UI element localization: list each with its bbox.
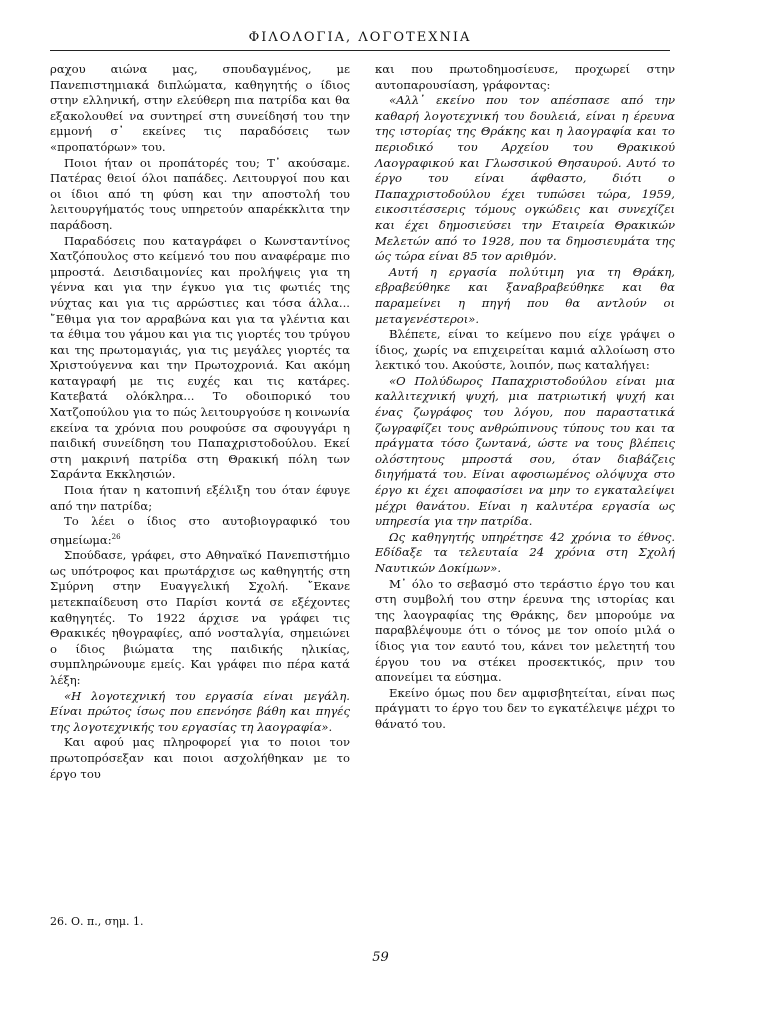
quote-paragraph: «Η λογοτεχνική του εργασία είναι μεγάλη. Είναι πρώτος ίσως που επενόησε βάθη και πηγές της λογοτεχνικής του εργασίας τη λαογραφία». [50,688,350,734]
paragraph: Παραδόσεις που καταγράφει ο Κωνσταντίνος Χατζόπουλος στο κείμενό του που αναφέραμε πιο μπροστά. Δεισιδαιμονίες και προλήψεις για τη γέννα και για την έγκυο για τις φωτιές της νύχτας και για τις αρρώστιες και τόσα άλλα... ῎Εθιμα για τον αρραβώνα και για τα γλέντια και τα έθιμα του γάμου και για τις γιορτές του τρύγου και της πρωτομαγιάς, για τις μεγάλες γιορτές τα Χριστούγεννα και την Πρωτοχρονιά. Και ακόμη καταγραφή με τις ευχές και τις κατάρες. Κατεβατά ολόκληρα... Το οδοιπορικό του Χατζοπούλου για το πώς λειτουργούσε η κοινωνία εκείνα τα χρόνια που ρουφούσε σα σφουγγάρι η παιδική συνείδηση του Παπαχριστοδούλου. Εκεί στη μακρινή πατρίδα στη Θρακική πόλη των Σαράντα Εκκλησιών. [50,233,350,482]
paragraph-text: Το λέει ο ίδιος στο αυτοβιογραφικό του σημείωμα: [50,514,350,547]
footnote-ref: 26 [111,532,121,541]
header-rule [50,50,670,51]
quote-paragraph: «Αλλ᾿ εκείνο που τον απέσπασε από την καθαρή λογοτεχνική του δουλειά, είναι η έρευνα της ιστορίας της Θράκης και η λαογραφία και το περιοδικό του Αρχείου του Θρακικού Λαογραφικού και Γλωσσικού Θησαυρού. Αυτό το έργο του είναι άφθαστο, διότι ο Παπαχριστοδούλου έχει τυπώσει τώρα, 1959, εικοσιτέσσερις τόμους ογκώδεις και συνεχίζει και έχει δημοσιεύσει την Εταιρεία Θρακικών Μελετών από το 1928, που τα δημοσιευμάτα της ώς τώρα είναι 85 τον αριθμόν. [375,93,675,264]
paragraph: Μ᾿ όλο το σεβασμό στο τεράστιο έργο του και στη συμβολή του στην έρευνα της ιστορίας και της λαογραφίας της Θράκης, δεν μπορούμε να παραβλέψουμε ότι ο τόνος με τον οποίο μιλά ο ίδιος για τον εαυτό του, κάνει τον μελετητή του έργου του να στέκει προσεκτικός, πριν του απονείμει τα εύσημα. [375,576,675,685]
paragraph: Ποιοι ήταν οι προπάτορές του; Τ᾿ ακούσαμε. Πατέρας θειοί όλοι παπάδες. Λειτουργοί που και οι ίδιοι από τη φύση και την αποστολή του λειτουργήματός τους υπηρετούν απαρέκκλιτα την παράδοση. [50,155,350,232]
page-number: 59 [372,950,389,965]
left-column [50,62,350,782]
paragraph [50,514,350,548]
quote-paragraph: Ως καθηγητής υπηρέτησε 42 χρόνια το έθνος. Εδίδαξε τα τελευταία 24 χρόνια στη Σχολή Ναυτικών Δοκίμων». [375,529,675,575]
paragraph: και που πρωτοδημοσίευσε, προχωρεί στην αυτοπαρουσίαση, γράφοντας: [375,62,675,92]
right-column [375,62,675,733]
paragraph: Σπούδασε, γράφει, στο Αθηναϊκό Πανεπιστήμιο ως υπότροφος και πρωτάρχισε ως καθηγητής στη Σμύρνη στην Ευαγγελική Σχολή. ῎Εκανε μετεκπαίδευση στο Παρίσι κοντά σε εξέχοντες καθηγητές. Το 1922 άρχισε να γράφει τις Θρακικές ηθογραφίες, από νοσταλγία, σημειώνει ο ίδιος βιώματα της παιδικής ηλικίας, συμπληρώνουμε εμείς. Και γράφει πιο πέρα κατά λέξη: [50,548,350,688]
paragraph: Εκείνο όμως που δεν αμφισβητείται, είναι πως πράγματι το έργο του δεν το εγκατέλειψε μέχρι το θάνατό του. [375,685,675,731]
footnote: 26. Ο. π., σημ. 1. [50,915,144,928]
paragraph: Βλέπετε, είναι το κείμενο που είχε γράψει ο ίδιος, χωρίς να επιχειρείται καμιά αλλοίωση στο λεκτικό του. Ακούστε, λοιπόν, πως καταλήγει: [375,327,675,373]
quote-paragraph: Αυτή η εργασία πολύτιμη για τη Θράκη, εβραβεύθηκε και ξαναβραβεύθηκε και θα παραμείνει η πηγή που θα αντλούν οι μεταγενέστεροι». [375,264,675,326]
paragraph: Ποια ήταν η κατοπινή εξέλιξη του όταν έφυγε από την πατρίδα; [50,483,350,513]
running-header: ΦΙΛΟΛΟΓΙΑ, ΛΟΓΟΤΕΧΝΙΑ [248,30,472,45]
quote-paragraph: «Ο Πολύδωρος Παπαχριστοδούλου είναι μια καλλιτεχνική ψυχή, μια πατριωτική ψυχή και ένας ζωγράφος του λόγου, που παραστατικά ζωγραφίζει τους ανθρώπινους τύπους του και τα πράγματα τόσο ζωντανά, ώστε να τους βλέπεις ολόστητους μπροστά σου, όταν διαβάζεις διηγήματά του. Είναι αφοσιωμένος ολόψυχα στο έργο κι έχει αποφασίσει να μην το εγκαταλείψει μέχρι θανάτου. Είναι η καλυτέρα εργασία ως υπηρεσία για την πατρίδα. [375,373,675,529]
paragraph: Και αφού μας πληροφορεί για το ποιοι τον πρωτοπρόσεξαν και ποιοι ασχολήθηκαν με το έργο του [50,735,350,781]
paragraph: ραχου αιώνα μας, σπουδαγμένος, με Πανεπιστημιακά διπλώματα, καθηγητής ο ίδιος στην ελληνική, στην ελεύθερη πια πατρίδα και θα εξακολουθεί να συντηρεί στη συνείδησή του την εμμονή σ᾿ εκείνες τις παραδόσεις των «προπατόρων» του. [50,62,350,154]
